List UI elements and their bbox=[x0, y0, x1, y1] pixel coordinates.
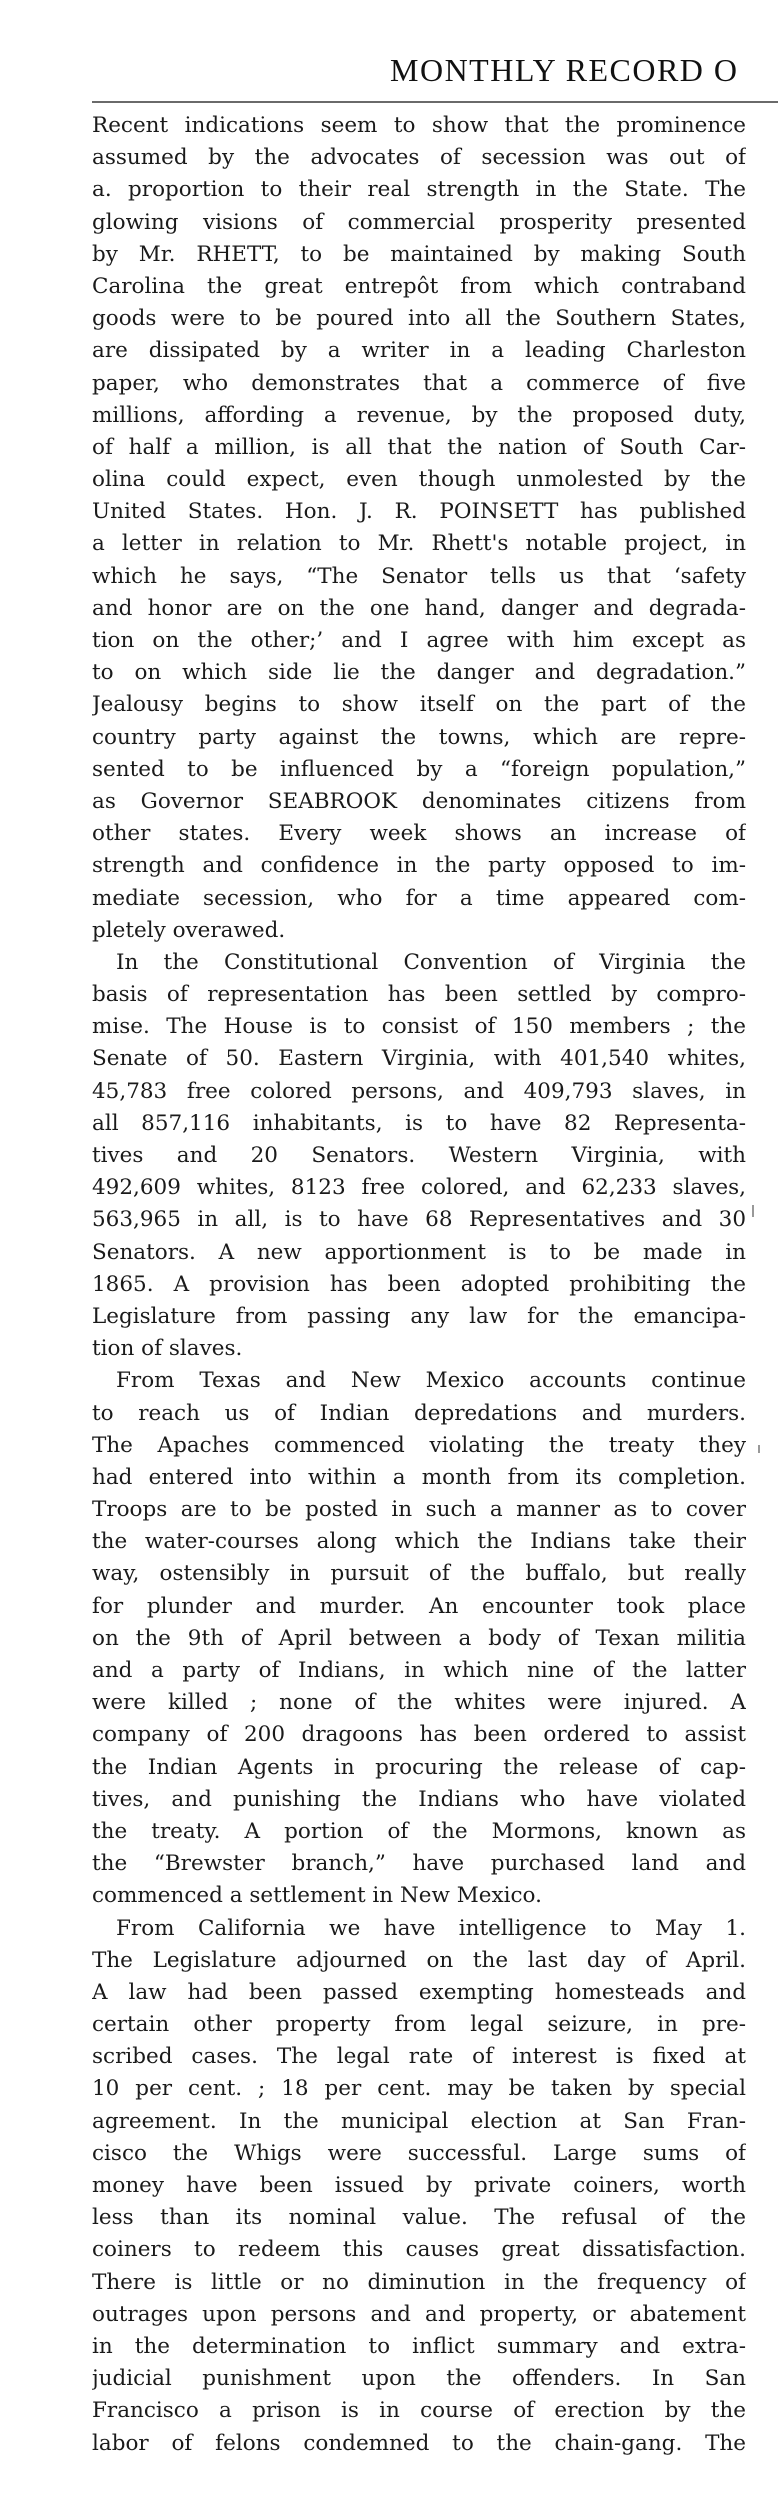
text-line: olina could expect, even though unmolested by the bbox=[92, 467, 746, 493]
text-line: coiners to redeem this causes great dissatisfaction. bbox=[92, 2237, 746, 2263]
text-line: 45,783 free colored persons, and 409,793 slaves, in bbox=[92, 1078, 746, 1104]
text-line: a letter in relation to Mr. Rhett's notable project, in bbox=[92, 531, 746, 557]
text-line: 563,965 in all, is to have 68 Representatives and 30 bbox=[92, 1207, 746, 1233]
text-line: Legislature from passing any law for the emancipa- bbox=[92, 1303, 746, 1329]
text-line: had entered into within a month from its completion. bbox=[92, 1464, 746, 1490]
text-line: a. proportion to their real strength in the State. The bbox=[92, 177, 746, 203]
text-line: to reach us of Indian depredations and murders. bbox=[92, 1400, 746, 1426]
text-line: which he says, “The Senator tells us that ‘safety bbox=[92, 563, 746, 589]
text-line: the water-courses along which the Indians take their bbox=[92, 1529, 746, 1555]
text-column bbox=[92, 110, 746, 2460]
text-line: The Legislature adjourned on the last day of April. bbox=[92, 1947, 746, 1973]
text-line: and a party of Indians, in which nine of the latter bbox=[92, 1658, 746, 1683]
text-line: company of 200 dragoons has been ordered to assist bbox=[92, 1722, 746, 1748]
text-line: There is little or no diminution in the frequency of bbox=[92, 2269, 746, 2295]
text-line: for plunder and murder. An encounter took place bbox=[92, 1593, 746, 1619]
text-line: The Apaches commenced violating the treaty they bbox=[92, 1432, 746, 1458]
text-line: Carolina the great entrepôt from which contraband bbox=[92, 273, 746, 299]
text-line: From Texas and New Mexico accounts continue bbox=[116, 1368, 746, 1394]
text-line: the treaty. A portion of the Mormons, known as bbox=[92, 1818, 746, 1844]
text-line: to on which side lie the danger and degradation.” bbox=[92, 660, 746, 686]
text-line: Troops are to be posted in such a manner as to cover bbox=[92, 1497, 746, 1523]
text-line: goods were to be poured into all the Southern States, bbox=[92, 306, 746, 332]
text-line: judicial punishment upon the offenders. In San bbox=[92, 2366, 746, 2392]
text-line: way, ostensibly in pursuit of the buffalo, but really bbox=[92, 1561, 746, 1587]
text-line: are dissipated by a writer in a leading Charleston bbox=[92, 338, 746, 364]
text-line: From California we have intelligence to May 1. bbox=[116, 1915, 746, 1941]
text-line: labor of felons condemned to the chain-gang. The bbox=[92, 2430, 746, 2456]
text-line: mediate secession, who for a time appeared com- bbox=[92, 885, 746, 911]
text-line: in the determination to inflict summary and extra- bbox=[92, 2333, 746, 2359]
text-line: In the Constitutional Convention of Virginia the bbox=[116, 949, 746, 975]
text-line: certain other property from legal seizure, in pre- bbox=[92, 2012, 746, 2038]
text-line: agreement. In the municipal election at San Fran- bbox=[92, 2108, 746, 2134]
text-line: A law had been passed exempting homesteads and bbox=[92, 1979, 746, 2005]
text-line: other states. Every week shows an increase of bbox=[92, 821, 746, 847]
text-line: United States. Hon. J. R. POINSETT has published bbox=[92, 499, 746, 525]
text-line: all 857,116 inhabitants, is to have 82 Representa- bbox=[92, 1110, 746, 1136]
text-line: mise. The House is to consist of 150 members ; the bbox=[92, 1014, 746, 1040]
text-line: Senate of 50. Eastern Virginia, with 401,540 whites, bbox=[92, 1046, 746, 1072]
margin-mark bbox=[758, 1445, 760, 1453]
text-line: tion on the other;’ and I agree with him except as bbox=[92, 628, 746, 653]
text-line: 1865. A provision has been adopted prohibiting the bbox=[92, 1271, 746, 1297]
text-line: commenced a settlement in New Mexico. bbox=[92, 1883, 542, 1909]
text-line: basis of representation has been settled by compro- bbox=[92, 982, 746, 1008]
header-rule bbox=[92, 101, 778, 103]
text-line: tion of slaves. bbox=[92, 1336, 243, 1362]
text-line: glowing visions of commercial prosperity presented bbox=[92, 209, 746, 235]
text-line: money have been issued by private coiners, worth bbox=[92, 2173, 746, 2198]
text-line: by Mr. RHETT, to be maintained by making South bbox=[92, 241, 746, 267]
text-line: and honor are on the one hand, danger and degrada- bbox=[92, 595, 746, 621]
text-line: pletely overawed. bbox=[92, 917, 286, 943]
text-line: strength and confidence in the party opposed to im- bbox=[92, 853, 746, 879]
text-line: tives, and punishing the Indians who have violated bbox=[92, 1786, 746, 1812]
text-line: sented to be influenced by a “foreign population,” bbox=[92, 756, 746, 782]
running-header: MONTHLY RECORD O bbox=[390, 52, 739, 88]
text-line: millions, affording a revenue, by the proposed duty, bbox=[92, 402, 746, 428]
text-line: tives and 20 Senators. Western Virginia, with bbox=[92, 1143, 746, 1168]
text-line: 10 per cent. ; 18 per cent. may be taken by special bbox=[92, 2076, 746, 2102]
text-line: scribed cases. The legal rate of interest is fixed at bbox=[92, 2044, 746, 2070]
text-line: Jealousy begins to show itself on the part of the bbox=[92, 692, 746, 718]
text-line: Senators. A new apportionment is to be made in bbox=[92, 1239, 746, 1265]
text-line: country party against the towns, which are repre- bbox=[92, 724, 746, 750]
text-line: the Indian Agents in procuring the release of cap- bbox=[92, 1754, 746, 1780]
text-line: assumed by the advocates of secession was out of bbox=[92, 145, 746, 171]
text-line: outrages upon persons and and property, or abatement bbox=[92, 2301, 746, 2327]
text-line: paper, who demonstrates that a commerce of five bbox=[92, 370, 746, 396]
text-line: of half a million, is all that the nation of South Car- bbox=[92, 434, 746, 460]
text-line: cisco the Whigs were successful. Large sums of bbox=[92, 2140, 746, 2166]
text-line: Recent indications seem to show that the prominence bbox=[92, 113, 746, 138]
text-line: on the 9th of April between a body of Texan militia bbox=[92, 1625, 746, 1651]
text-line: 492,609 whites, 8123 free colored, and 62,233 slaves, bbox=[92, 1175, 746, 1201]
text-line: Francisco a prison is in course of erection by the bbox=[92, 2398, 746, 2424]
text-line: were killed ; none of the whites were injured. A bbox=[92, 1690, 746, 1716]
text-line: as Governor SEABROOK denominates citizens from bbox=[92, 788, 746, 814]
text-line: less than its nominal value. The refusal of the bbox=[92, 2205, 746, 2231]
text-line: the “Brewster branch,” have purchased land and bbox=[92, 1851, 746, 1877]
margin-mark bbox=[752, 1205, 754, 1217]
